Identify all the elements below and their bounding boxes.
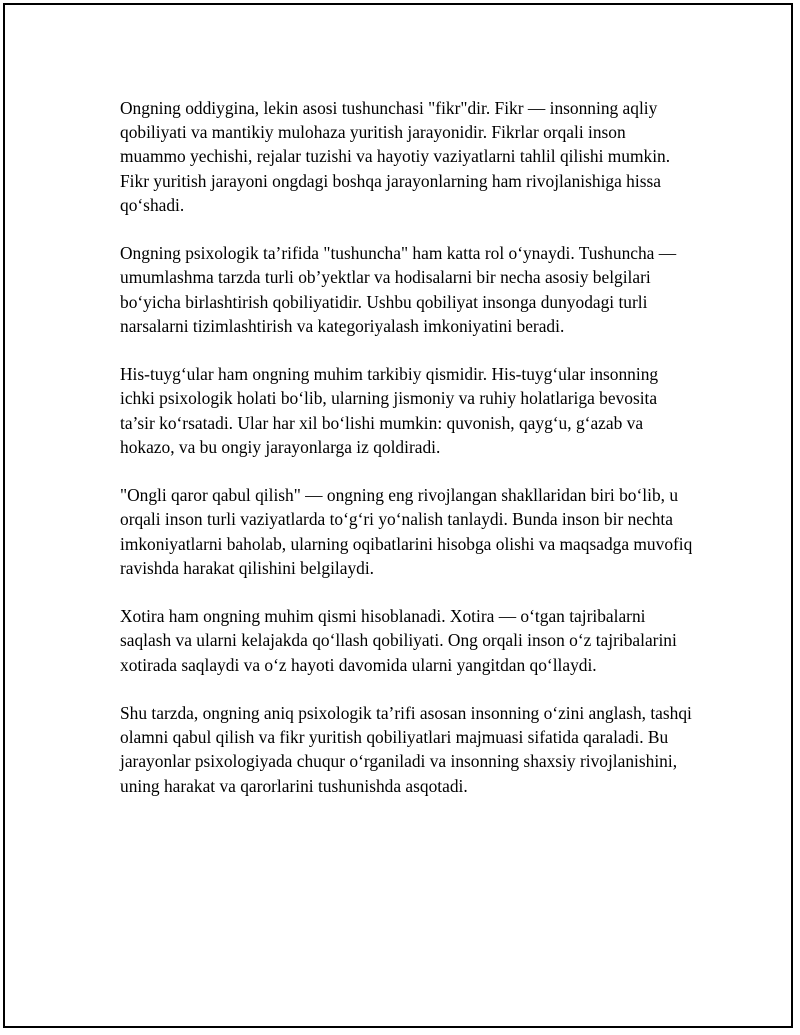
paragraph-memory: Xotira ham ongning muhim qismi hisoblanadi. Xotira — o‘tgan tajribalarni saqlash va ularni kelajakda qo‘llash qobiliyati. Ong orqali inson o‘z tajribalarini xotirada saqlaydi va o‘z hayoti davomida ularni yangitdan qo‘llaydi. [120, 606, 677, 675]
paragraph-decision-making: "Ongli qaror qabul qilish" — ongning eng rivojlangan shakllaridan biri bo‘lib, u orqali inson turli vaziyatlarda to‘g‘ri yo‘nalish tanlaydi. Bunda inson bir nechta imkoniyatlarni baholab, ularning oqibatlarini hisobga olishi va maqsadga muvofiq ravishda harakat qilishini belgilaydi. [120, 485, 693, 578]
paragraph-concept: Ongning psixologik ta’rifida "tushuncha" ham katta rol o‘ynaydi. Tushuncha — umumlashma tarzda turli ob’yektlar va hodisalarni bir necha asosiy belgilari bo‘yicha birlashtirish qobiliyatidir. Ushbu qobiliyat insonga dunyodagi turli narsalarni tizimlashtirish va kategoriyalash imkoniyatini beradi. [120, 243, 677, 336]
paragraph-thought: Ongning oddiygina, lekin asosi tushunchasi "fikr"dir. Fikr — insonning aqliy qobiliyati va mantikiy mulohaza yuritish jarayonidir. Fikrlar orqali inson muammo yechishi, rejalar tuzishi va hayotiy vaziyatlarni tahlil qilishi mumkin. Fikr yuritish jarayoni ongdagi boshqa jarayonlarning ham rivojlanishiga hissa qo‘shadi. [120, 98, 671, 215]
document-body [120, 96, 695, 822]
document-page [3, 3, 793, 1028]
paragraph-conclusion: Shu tarzda, ongning aniq psixologik ta’rifi asosan insonning o‘zini anglash, tashqi olamni qabul qilish va fikr yuritish qobiliyatlari majmuasi sifatida qaraladi. Bu jarayonlar psixologiyada chuqur o‘rganiladi va insonning shaxsiy rivojlanishini, uning harakat va qarorlarini tushunishda asqotadi. [120, 703, 692, 796]
paragraph-emotions: His-tuyg‘ular ham ongning muhim tarkibiy qismidir. His-tuyg‘ular insonning ichki psixologik holati bo‘lib, ularning jismoniy va ruhiy holatlariga bevosita ta’sir ko‘rsatadi. Ular har xil bo‘lishi mumkin: quvonish, qayg‘u, g‘azab va hokazo, va bu ongiy jarayonlarga iz qoldiradi. [120, 364, 659, 457]
